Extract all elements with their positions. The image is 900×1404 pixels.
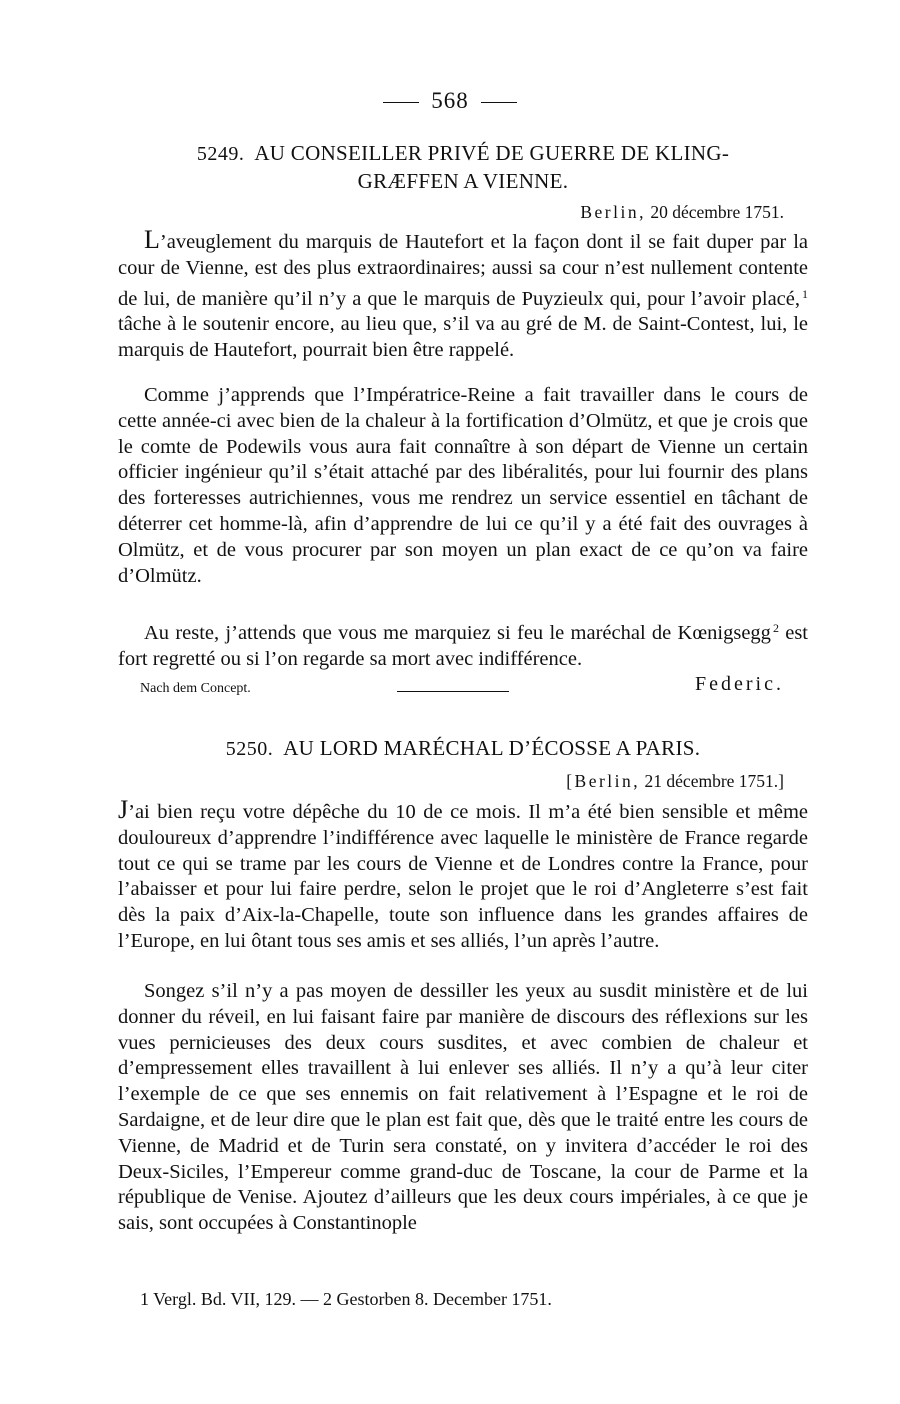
letter-5249-number: 5249. [196, 143, 245, 165]
letter-5249-dateline-place: Berlin, [580, 202, 646, 222]
paragraph-text: ’aveuglement du marquis de Hautefort et la façon dont il se fait duper par la cour de Vienne, est des plus extraordinaires; aussi sa cour n’est nullement contente de lui, de manière qu’il n’y a que le marquis de Puyzieulx qui, pour l’avoir placé, [118, 231, 808, 310]
paragraph-text: Songez s’il n’y a pas moyen de dessiller les yeux au susdit ministère et de lui donner du réveil, en lui faisant faire par manière de discours des réflexions sur les vues pernicieuses des deux cours susdites, et avec combien de chaleur et d’empressement elles travaillent à lui enlever ses alliés. Il n’y a qu’à leur citer l’exemple de ce que ses ennemis on fait relativement à l’Espagne et le roi de Sardaigne, et de leur dire que le plan est fait que, dès que le traité entre les cours de Vienne, de Madrid et de Turin sera constaté, on y invitera d’accéder le roi des Deux-Siciles, l’Empereur comme grand-duc de Toscane, la cour de Parme et la république de Venise. Ajoutez d’ailleurs que les deux cours impériales, à ce que je sais, sont occupées à Constantinople [118, 980, 808, 1235]
page-number-dash-left [383, 102, 419, 103]
letter-5250-number: 5250. [225, 738, 274, 760]
letter-5250-paragraph-1 [118, 797, 808, 955]
letter-5249-paragraph-2 [118, 383, 808, 589]
signature: Federic. [695, 673, 784, 695]
letter-5250-dateline [566, 771, 784, 792]
page-number-text: 568 [431, 88, 469, 113]
paragraph-text: est fort regretté ou si l’on regarde sa mort avec indifférence. [118, 622, 808, 670]
letter-5250-heading [118, 735, 808, 763]
drop-initial: L [144, 225, 160, 254]
letter-5250-dateline-date: 21 décembre 1751.] [644, 771, 784, 791]
footnotes: 1 Vergl. Bd. VII, 129. — 2 Gestorben 8. December 1751. [140, 1289, 552, 1309]
page-number-dash-right [481, 102, 517, 103]
letter-5250-title: AU LORD MARÉCHAL D’ÉCOSSE A PARIS. [283, 736, 701, 760]
drop-initial: J [118, 795, 129, 824]
section-rule [397, 691, 509, 692]
letter-5249-title-line2: GRÆFFEN A VIENNE. [357, 169, 569, 193]
letter-5249-paragraph-3 [118, 616, 808, 673]
letter-5249-title-line1: AU CONSEILLER PRIVÉ DE GUERRE DE KLING- [254, 141, 730, 165]
paragraph-text: Comme j’apprends que l’Impératrice-Reine a fait travailler dans le cours de cette année-ci avec bien de la chaleur à la fortification d’Olmütz, et que je crois que le comte de Podewils vous aura fait connaître à son départ de Vienne un certain officier ingénieur qu’il s’était attaché par des libéralités, pour lui fournir des plans des forteresses autrichiennes, vous me rendrez un service essentiel en tâchant de déterrer cet homme-là, afin d’apprendre de lui ce qu’il y a été fait des ouvrages à Olmütz, et de vous procurer par son moyen un plan exact de ce qu’on va faire d’Olmütz. [118, 384, 808, 587]
letter-5250-dateline-place: [Berlin, [566, 771, 641, 791]
footnote-marker: 1 [802, 286, 808, 301]
paragraph-text: Au reste, j’attends que vous me marquiez si feu le maréchal de Kœnigsegg [144, 622, 771, 644]
letter-5249-dateline [580, 202, 784, 223]
paragraph-text: ’ai bien reçu votre dépêche du 10 de ce mois. Il m’a été bien sensible et même douloureux d’apprendre l’indifférence avec laquelle le ministère de France regarde tout ce qui se trame par les cours de Vienne et de Londres contre la France, pour l’abaisser et pour lui faire perdre, selon le projet que le roi d’Angleterre s’est fait dès la paix d’Aix-la-Chapelle, toute son influence dans les grandes affaires de l’Europe, en lui ôtant tous ses amis et ses alliés, l’un après l’autre. [118, 801, 808, 952]
paragraph-text: tâche à le soutenir encore, au lieu que, s’il va au gré de M. de Saint-Contest, lui, le marquis de Hautefort, pourrait bien être rappelé. [118, 313, 808, 362]
page-number [0, 88, 900, 114]
footnote-marker: 2 [772, 621, 779, 635]
letter-5249-heading [118, 140, 808, 195]
letter-5249-paragraph-1 [118, 227, 808, 364]
letter-5249-dateline-date: 20 décembre 1751. [650, 202, 784, 222]
letter-5250-paragraph-2 [118, 979, 808, 1237]
source-note: Nach dem Concept. [140, 681, 251, 696]
